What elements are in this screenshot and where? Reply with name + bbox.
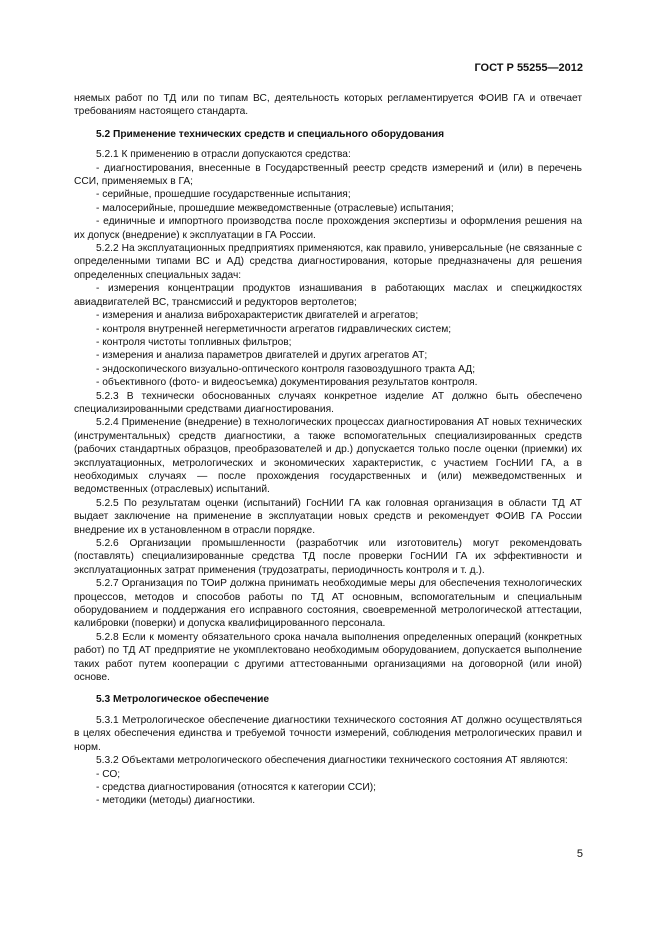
paragraph: - средства диагностирования (относятся к категории ССИ);: [96, 781, 376, 793]
paragraph: 5.2.5 По результатам оценки (испытаний) ГосНИИ ГА как головная организация в области ТД АТ выдает заключение на применение в эксплуатации новых средств и рекомендует ФОИВ ГА России внедрение их в установленном в отрасли порядке.: [74, 497, 582, 536]
paragraph: 5.2.4 Применение (внедрение) в технологических процессах диагностирования АТ новых технических (инструментальных) средств диагностики, а также вспомогательных специализированных средств (рабочих стандартных образцов, преобразователей и др.) допускается только после оценки (приемки) их эксплуатационных, метрологических и экономических характеристик, с участием ГосНИИ ГА, а в необходимых случаях — после прохождения государственных и (или) межведомственных и ведомственных (отраслевых) испытаний.: [74, 417, 582, 496]
paragraph: - эндоскопического визуально-оптического контроля газовоздушного тракта АД;: [96, 363, 476, 375]
document-body: [74, 92, 582, 808]
paragraph: - серийные, прошедшие государственные испытания;: [96, 189, 351, 201]
paragraph: - контроля чистоты топливных фильтров;: [96, 336, 292, 348]
paragraph: 5.3.1 Метрологическое обеспечение диагностики технического состояния АТ должно осуществляться в целях обеспечения единства и требуемой точности измерений, соблюдения метрологических правил и норм.: [74, 714, 582, 753]
paragraph: 5.3.2 Объектами метрологического обеспечения диагностики технического состояния АТ являются:: [96, 755, 568, 767]
paragraph: 5.2.7 Организация по ТОиР должна принимать необходимые меры для обеспечения технологических процессов, методов и способов работы по ТД АТ основным, вспомогательным и специальным оборудованием и поддержания его исправного состояния, своевременной метрологической аттестации, калибровки (поверки) и допуска квалифицированного персонала.: [74, 578, 582, 630]
paragraph: - измерения и анализа виброхарактеристик двигателей и агрегатов;: [96, 310, 419, 322]
page-number: 5: [576, 848, 583, 860]
paragraph: - малосерийные, прошедшие межведомственные (отраслевые) испытания;: [96, 202, 454, 214]
paragraph: - измерения концентрации продуктов изнашивания в работающих маслах и спецжидкостях авиадвигателей ВС, трансмиссий и редукторов вертолетов;: [74, 283, 582, 308]
section-heading: 5.3 Метрологическое обеспечение: [96, 694, 269, 706]
document-id-header: ГОСТ Р 55255—2012: [474, 62, 583, 74]
paragraph: - единичные и импортного производства после прохождения экспертизы и оформления решения на их допуск (внедрение) к эксплуатации в ГА России.: [74, 216, 582, 241]
paragraph: 5.2.8 Если к моменту обязательного срока начала выполнения определенных операций (конкретных работ) по ТД АТ предприятие не укомплектовано необходимым оборудованием, допускается выполнение таких работ путем кооперации с другими аттестованными организациями на договорной (или иной) основе.: [74, 631, 582, 684]
paragraph: 5.2.2 На эксплуатационных предприятиях применяются, как правило, универсальные (не связанные с определенными типами ВС и АД) средства диагностирования, которые предназначены для решения определенных специальных задач:: [74, 243, 582, 281]
section-heading: 5.2 Применение технических средств и специального оборудования: [96, 128, 445, 140]
paragraph: - методики (методы) диагностики.: [96, 795, 256, 807]
paragraph: - измерения и анализа параметров двигателей и других агрегатов АТ;: [96, 350, 428, 362]
paragraph: - контроля внутренней негерметичности агрегатов гидравлических систем;: [96, 323, 452, 335]
paragraph: - диагностирования, внесенные в Государственный реестр средств измерений и (или) в перечень ССИ, применяемых в ГА;: [74, 162, 582, 188]
paragraph: 5.2.3 В технически обоснованных случаях конкретное изделие АТ должно быть обеспечено специализированными средствами диагностирования.: [74, 390, 582, 415]
paragraph: 5.2.6 Организации промышленности (разработчик или изготовитель) могут рекомендовать (поставлять) специализированные средства ТД после проверки ГосНИИ ГА их эффективности и эксплуатационных затрат применения (трудозатраты, периодичность контроля и т. д.).: [74, 538, 582, 576]
paragraph: - объективного (фото- и видеосъемка) документирования результатов контроля.: [96, 377, 478, 389]
paragraph: няемых работ по ТД или по типам ВС, деятельность которых регламентируется ФОИВ ГА и отвечает требованиям настоящего стандарта.: [74, 93, 582, 118]
paragraph: - СО;: [96, 768, 121, 780]
paragraph: 5.2.1 К применению в отрасли допускаются средства:: [96, 149, 351, 161]
